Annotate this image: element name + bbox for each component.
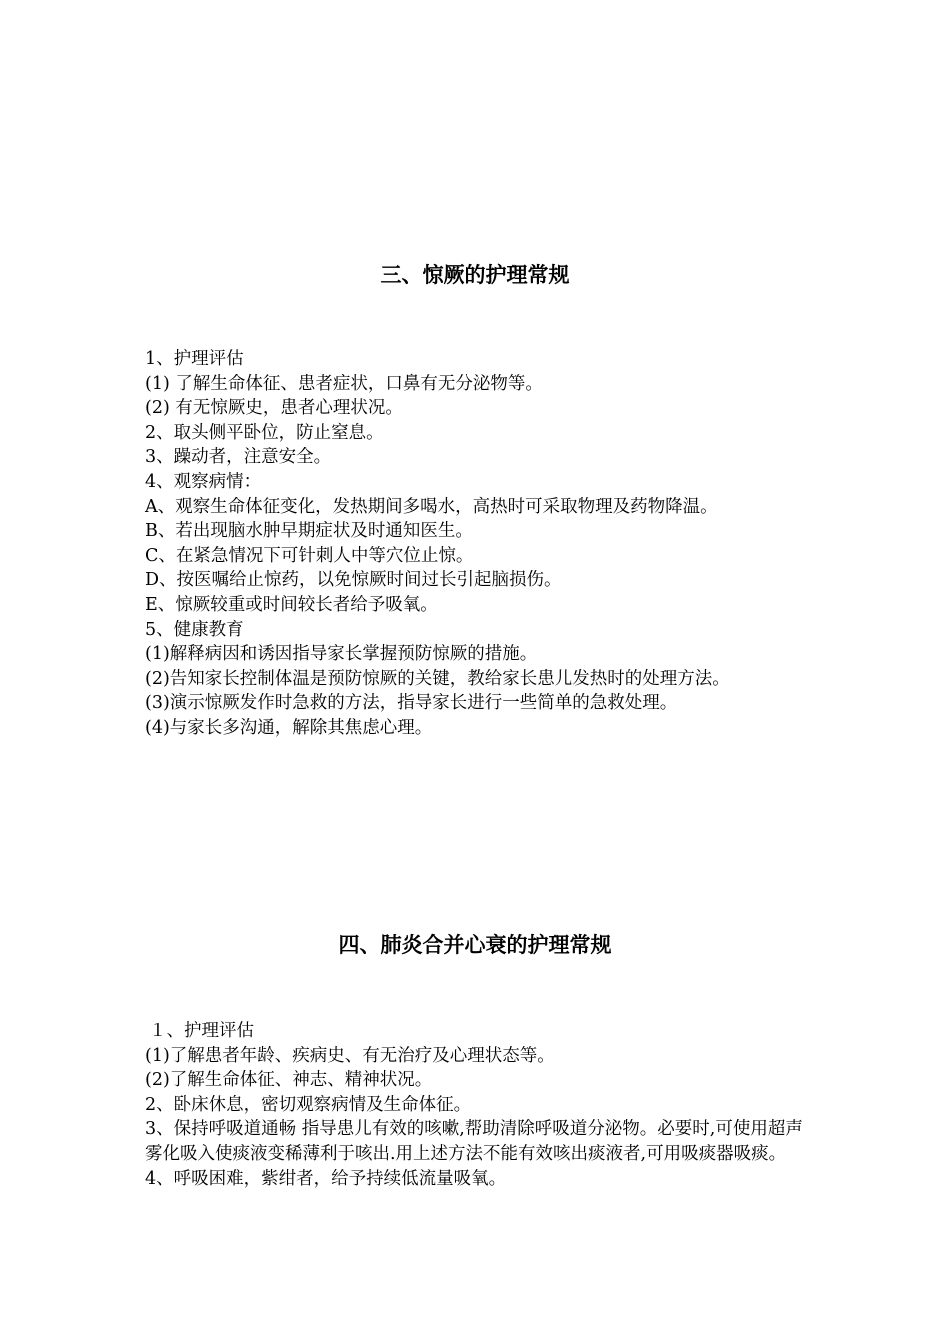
- paragraph-safety: 3、躁动者，注意安全。: [145, 447, 332, 468]
- paragraph-education-item-3: (3)演示惊厥发作时急救的方法，指导家长进行一些简单的急救处理。: [145, 693, 678, 714]
- paragraph-position: 2、取头侧平卧位，防止窒息。: [145, 422, 384, 443]
- paragraph-observation-e: E、惊厥较重或时间较长者给予吸氧。: [145, 594, 438, 615]
- paragraph-assessment-heading: １、护理评估: [149, 1021, 254, 1041]
- paragraph-airway: 3、保持呼吸道通畅 指导患儿有效的咳嗽,帮助清除呼吸道分泌物。必要时,可使用超声雾化吸入使痰液变稀薄利于咳出.用上述方法不能有效咳出痰液者,可用吸痰器吸痰。: [145, 1119, 803, 1164]
- paragraph-observation-d: D、按医嘱给止惊药，以免惊厥时间过长引起脑损伤。: [145, 570, 562, 591]
- paragraph-education-item-4: (4)与家长多沟通，解除其焦虑心理。: [145, 717, 433, 738]
- paragraph-education-item-1: (1)解释病因和诱因指导家长掌握预防惊厥的措施。: [145, 644, 538, 665]
- paragraph-assessment-heading: 1、护理评估: [145, 349, 244, 369]
- paragraph-education-item-2: (2)告知家长控制体温是预防惊厥的关键，教给家长患儿发热时的处理方法。: [145, 668, 730, 689]
- paragraph-observation-a: A、观察生命体征变化，发热期间多喝水，高热时可采取物理及药物降温。: [145, 496, 718, 517]
- paragraph-oxygen: 4、呼吸困难，紫绀者，给予持续低流量吸氧。: [145, 1168, 507, 1189]
- section-title-convulsion-care: 三、惊厥的护理常规: [380, 263, 570, 287]
- paragraph-assessment-item-1: (1)了解患者年龄、疾病史、有无治疗及心理状态等。: [145, 1045, 555, 1066]
- paragraph-education-heading: 5、健康教育: [145, 619, 244, 640]
- paragraph-assessment-item-2: (2)了解生命体征、神志、精神状况。: [145, 1070, 433, 1091]
- section-title-pneumonia-heart-failure-care: 四、肺炎合并心衰的护理常规: [338, 933, 612, 957]
- paragraph-observation-c: C、在紧急情况下可针刺人中等穴位止惊。: [145, 545, 474, 566]
- section-body-convulsion-care: [145, 347, 813, 741]
- paragraph-assessment-item-1: (1) 了解生命体征、患者症状，口鼻有无分泌物等。: [145, 373, 543, 394]
- section-body-pneumonia-heart-failure-care: [145, 1019, 813, 1191]
- paragraph-observation-b: B、若出现脑水肿早期症状及时通知医生。: [145, 521, 473, 542]
- paragraph-observation-heading: 4、观察病情：: [145, 471, 262, 492]
- paragraph-bed-rest: 2、卧床休息，密切观察病情及生命体征。: [145, 1094, 472, 1115]
- paragraph-assessment-item-2: (2) 有无惊厥史，患者心理状况。: [145, 398, 403, 419]
